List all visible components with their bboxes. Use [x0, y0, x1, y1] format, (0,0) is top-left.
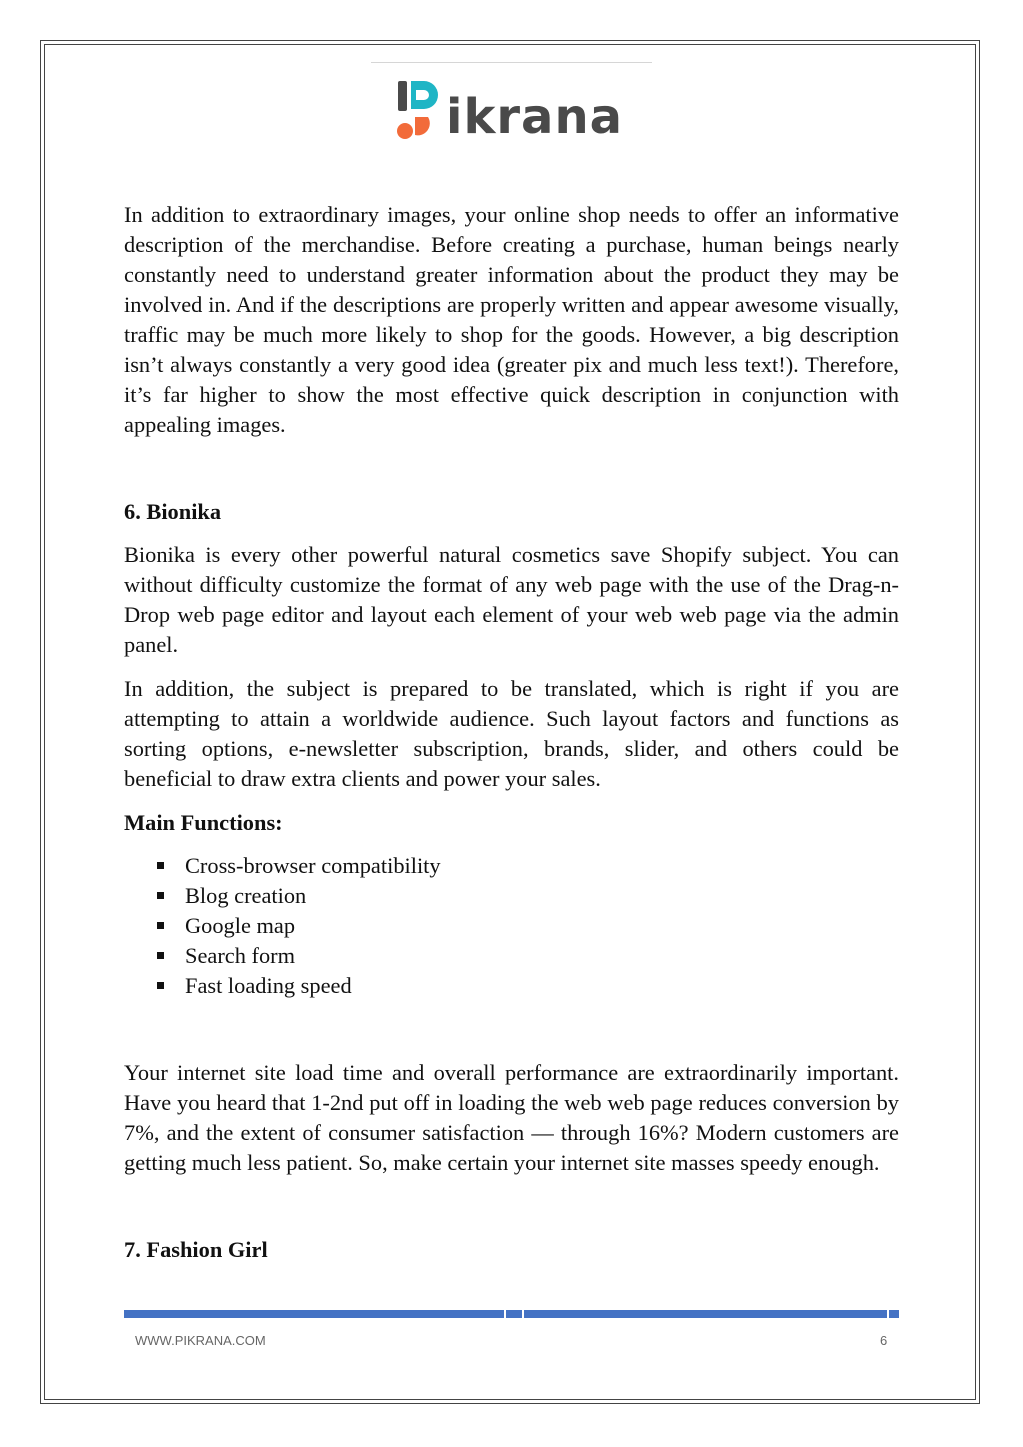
bullet-square-icon	[157, 952, 164, 959]
main-functions-list	[124, 851, 899, 1001]
bullet-square-icon	[157, 862, 164, 869]
list-item: Blog creation	[157, 881, 899, 911]
performance-paragraph: Your internet site load time and overall performance are extraordinarily important. Have you heard that 1-2nd put off in loading the web web page reduces conversion by 7%, and the extent of consumer satisfaction — through 16%? Modern customers are getting much less patient. So, make certain your internet site masses speedy enough.	[124, 1060, 899, 1175]
list-item: Cross-browser compatibility	[157, 851, 899, 881]
header-divider	[371, 62, 652, 63]
footer-rule-tick	[887, 1310, 889, 1318]
section-heading-fashion-girl: 7. Fashion Girl	[124, 1237, 268, 1262]
pikrana-logo-mark-icon	[396, 77, 444, 145]
logo-wordmark: ikrana	[446, 89, 623, 145]
list-item: Search form	[157, 941, 899, 971]
document-body	[124, 200, 899, 1265]
footer-rule	[124, 1310, 899, 1318]
footer-rule-tick	[522, 1310, 524, 1318]
bionika-paragraph-1: Bionika is every other powerful natural cosmetics save Shopify subject. You can without difficulty customize the format of any web page with the use of the Drag-n-Drop web page editor and layout each element of your web web page via the admin panel.	[124, 542, 899, 657]
bullet-square-icon	[157, 892, 164, 899]
list-item: Fast loading speed	[157, 971, 899, 1001]
bullet-square-icon	[157, 922, 164, 929]
pikrana-logo	[396, 73, 623, 145]
main-functions-heading: Main Functions:	[124, 810, 283, 835]
bullet-square-icon	[157, 982, 164, 989]
list-item: Google map	[157, 911, 899, 941]
footer-rule-tick	[504, 1310, 506, 1318]
bionika-paragraph-2: In addition, the subject is prepared to be translated, which is right if you are attempting to attain a worldwide audience. Such layout factors and functions as sorting options, e-newsletter subscription, brands, slider, and others could be beneficial to draw extra clients and power your sales.	[124, 676, 899, 791]
intro-paragraph: In addition to extraordinary images, your online shop needs to offer an informative description of the merchandise. Before creating a purchase, human beings nearly constantly need to understand greater information about the product they may be involved in. And if the descriptions are properly written and appear awesome visually, traffic may be much more likely to shop for the goods. However, a big description isn’t always constantly a very good idea (greater pix and much less text!). Therefore, it’s far higher to show the most effective quick description in conjunction with appealing images.	[124, 202, 899, 437]
page-number: 6	[880, 1333, 888, 1348]
section-heading-bionika: 6. Bionika	[124, 499, 222, 524]
footer-website-url: WWW.PIKRANA.COM	[135, 1333, 266, 1348]
